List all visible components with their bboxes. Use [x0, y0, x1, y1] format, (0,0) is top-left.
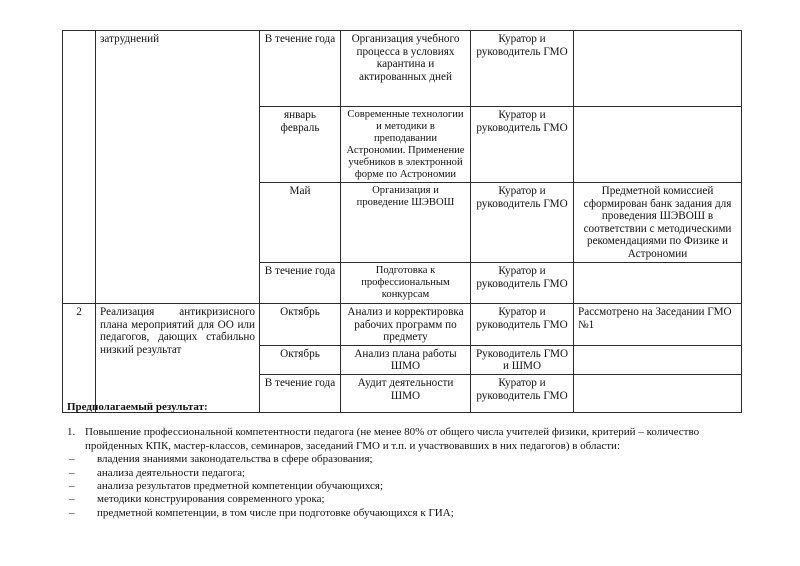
dash-marker: –	[69, 453, 75, 466]
date-cell: Октябрь	[260, 345, 341, 374]
event-cell: Анализ плана работы ШМО	[341, 345, 471, 374]
dash-marker: –	[69, 466, 75, 479]
responsible-cell: Куратор и руководитель ГМО	[471, 31, 574, 107]
responsible-cell: Куратор и руководитель ГМО	[471, 304, 574, 346]
event-cell: Организация учебного процесса в условиях карантина и актированных дней	[341, 31, 471, 107]
row-number-cell: 2	[63, 304, 96, 413]
date-cell: Октябрь	[260, 304, 341, 346]
task-text: Реализация антикризисного плана мероприятий для ОО или педагогов, дающих стабильно низкий результат	[100, 306, 255, 356]
section-heading: Предполагаемый результат:	[67, 401, 208, 413]
table-row	[63, 304, 742, 346]
list-item-text: владения знаниями законодательства в сфере образования;	[97, 453, 373, 466]
row-number-cell	[63, 31, 96, 304]
dash-marker: –	[69, 493, 75, 506]
date-cell: В течение года	[260, 374, 341, 412]
numbered-list-item	[67, 426, 747, 453]
dash-list	[67, 453, 747, 520]
result-cell	[574, 107, 742, 183]
list-item	[67, 480, 747, 493]
list-item-text: анализа результатов предметной компетенции обучающихся;	[97, 480, 384, 493]
list-item	[67, 493, 747, 506]
event-cell: Организация и проведение ШЭВОШ	[341, 183, 471, 263]
list-item-text: предметной компетенции, в том числе при подготовке обучающихся к ГИА;	[97, 506, 454, 519]
responsible-cell: Куратор и руководитель ГМО	[471, 263, 574, 304]
list-number: 1.	[67, 426, 76, 439]
date-cell: январь февраль	[260, 107, 341, 183]
table-row	[63, 31, 742, 107]
event-cell: Анализ и корректировка рабочих программ по предмету	[341, 304, 471, 346]
result-cell	[574, 263, 742, 304]
list-item-text: методики конструирования современного урока;	[97, 493, 325, 506]
responsible-cell: Руководитель ГМО и ШМО	[471, 345, 574, 374]
dash-marker: –	[69, 506, 75, 519]
dash-marker: –	[69, 480, 75, 493]
expected-result-section	[67, 401, 747, 520]
task-cell: затруднений	[96, 31, 260, 304]
result-cell	[574, 345, 742, 374]
list-item	[67, 467, 747, 480]
responsible-cell: Куратор и руководитель ГМО	[471, 183, 574, 263]
list-item-text: анализа деятельности педагога;	[97, 466, 246, 479]
list-item-text: Повышение профессиональной компетентности педагога (не менее 80% от общего числа учителей физики, критерий – количество пройденных КПК, мастер-классов, семинаров, заседаний ГМО и т.п. и участвовавших в них педагогов) в области:	[85, 426, 700, 452]
responsible-cell: Куратор и руководитель ГМО	[471, 374, 574, 412]
event-cell: Подготовка к профессиональным конкурсам	[341, 263, 471, 304]
responsible-cell: Куратор и руководитель ГМО	[471, 107, 574, 183]
task-cell	[96, 304, 260, 413]
event-cell: Современные технологии и методики в преподавании Астрономии. Применение учебников в электронной форме по Астрономии	[341, 107, 471, 183]
event-cell: Аудит деятельности ШМО	[341, 374, 471, 412]
result-cell: Предметной комиссией сформирован банк задания для проведения ШЭВОШ в соответствии с методическими рекомендациями по Физике и Астрономии	[574, 183, 742, 263]
result-cell	[574, 31, 742, 107]
list-item	[67, 453, 747, 466]
work-plan-table	[62, 30, 742, 413]
date-cell: В течение года	[260, 263, 341, 304]
list-item	[67, 507, 747, 520]
result-cell: Рассмотрено на Заседании ГМО №1	[574, 304, 742, 346]
date-cell: Май	[260, 183, 341, 263]
date-cell: В течение года	[260, 31, 341, 107]
